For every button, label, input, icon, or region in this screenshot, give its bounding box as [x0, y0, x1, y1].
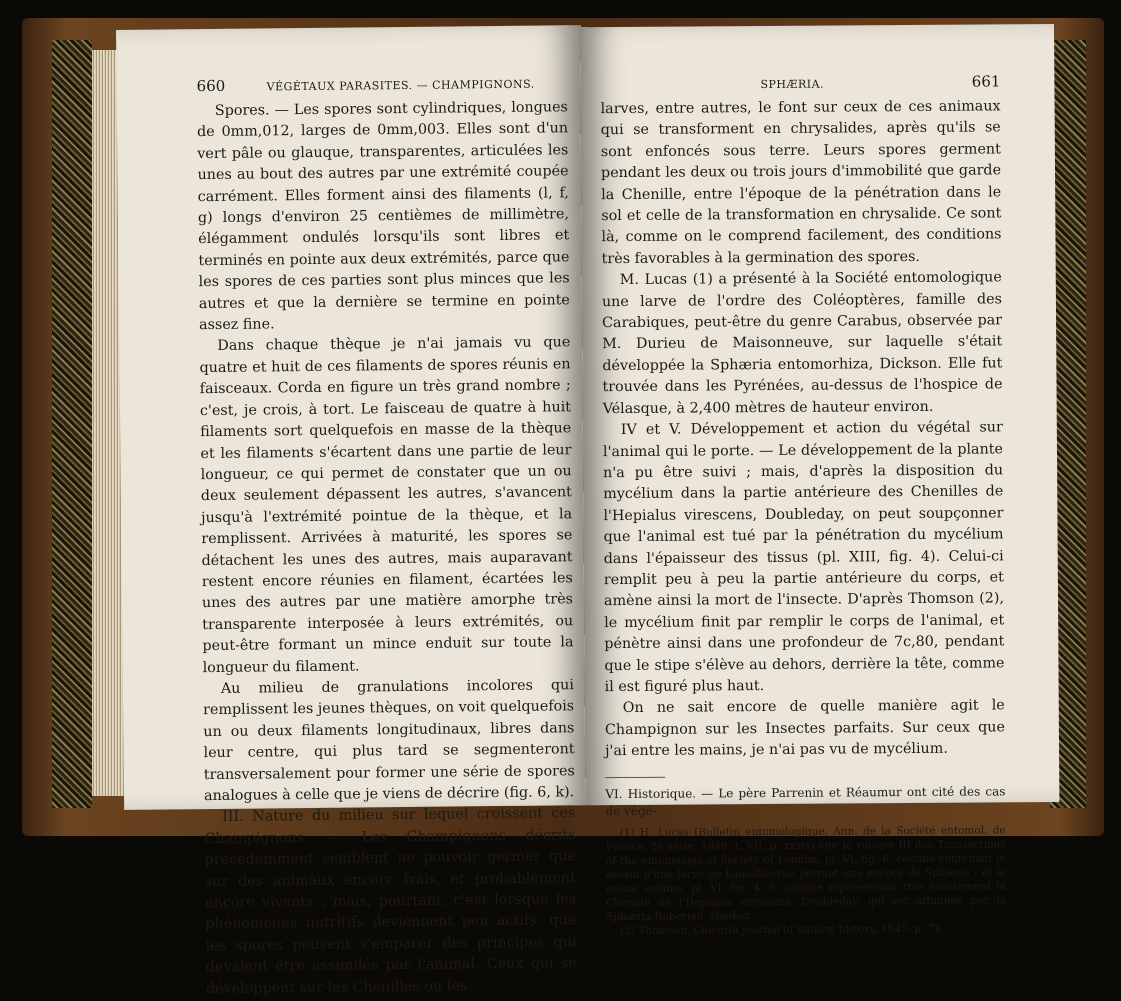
footnotes — [606, 823, 1007, 938]
paragraph: Spores. — Les spores sont cylindriques, longues de 0mm,012, larges de 0mm,003. Elles sont d'un vert pâle ou glauque, transparentes, articulées les unes au bout des autres par une extrémité coupée carrément. Elles forment ainsi des filaments (l, f, g) longs d'environ 25 centièmes de millimètre, élégamment ondulés lorsqu'ils sont libres et terminés en pointe aux deux extrémités, parce que les spores de ces parties sont plus minces que les autres et que la dernière se termine en pointe assez fine. — [196, 99, 570, 334]
paragraph: Au milieu de granulations incolores qui remplissent les jeunes thèques, on voit quelquefois un ou deux filaments longitudinaux, libres dans leur centre, qui plus tard se segmenteront transversalement pour former une série de spores analogues à celle que je viens de décrire (fig. 6, k). — [203, 677, 575, 805]
paragraph: III. Nature du milieu sur lequel croissent ces Champignons. — Les Champignons décrits précédemment semblent ne pouvoir germer que sur des animaux encore frais, et probablement encore vivants ; mais, pourtant, c'est lorsque les phénomènes nutritifs deviennent peu actifs, que les spores peuvent s'emparer des principes qui devaient être assimilés par l'animal. Ceux qui se développent sur les Chenilles ou les — [204, 805, 577, 997]
running-header: SPHÆRIA. — [760, 77, 825, 92]
section-vi: VI. Historique. — Le père Parrenin et Réaumur ont cité des cas de végé- — [605, 783, 1006, 818]
paragraph: IV et V. Développement et action du végétal sur l'animal qui le porte. — Le développement de la plante n'a pu être suivi ; mais, d'après la disposition du mycélium dans la partie antérieure des Chenilles de l'Hepialus virescens, Doubleday, on peut soupçonner que l'animal est tué par la pénétration du mycélium dans l'épaisseur des tissus (pl. XIII, fig. 4). Celui-ci remplit peu à peu la partie antérieure du corps, et amène ainsi la mort de l'insecte. D'après Thomson (2), le mycélium finit par remplir le corps de l'animal, et pénètre ainsi dans une profondeur de 7c,80, pendant que le stipe s'élève au dehors, derrière la tête, comme il est figuré plus haut. — [602, 419, 1005, 696]
marbled-endpaper-left — [52, 40, 92, 808]
divider — [605, 776, 665, 777]
footnote: (2) Thomson, Calcutta journal of natural history, 1845, p. 71. — [620, 922, 945, 937]
left-page — [116, 25, 589, 997]
right-page — [580, 24, 1059, 937]
paragraph: On ne sait encore de quelle manière agit le Champignon sur les Insectes parfaits. Sur ceux que j'ai entre les mains, je n'ai pas vu de mycélium. — [604, 697, 1005, 760]
page-number: 661 — [971, 72, 1001, 91]
body-text — [601, 96, 1007, 937]
footnote: (1) H. Lucas (Bulletin entomologique, Ann. de la Société entomol. de France, 2e série, 1849, t. VII, p. xxxix) cite le volume III des Transactions of the entomological Society of London, pl. VI, fig. 6, comme contenant le dessin d'une larve de Lamellicorne portant une espèce de Sphæria ; et le même volume, pl. VI, fig. 4, 5, comme représentant très exactement la Chenille de l'Hepialus virescens, Doubleday, qui est attaquée par la Sphæria Robertsii, Hooker. — [605, 823, 1007, 923]
paragraph: M. Lucas (1) a présenté à la Société entomologique une larve de l'ordre des Coléoptères, famille des Carabiques, peut-être du genre Carabus, observée par M. Durieu de Maisonneuve, sur laquelle s'était développée la Sphæria entomorhiza, Dickson. Elle fut trouvée dans les Pyrénées, au-dessus de l'hospice de Vélasque, à 2,400 mètres de hauteur environ. — [601, 269, 1003, 417]
paragraph: larves, entre autres, le font sur ceux de ces animaux qui se transforment en chrysalides, après qu'ils se sont enfoncés sous terre. Leurs spores germent pendant les deux ou trois jours d'immobilité que garde la Chenille, entre l'époque de la pénétration dans le sol et celle de la transformation en chrysalide. Ce sont là, comme on le comprend facilement, des conditions très favorables à la germination des spores. — [600, 98, 1002, 268]
body-text — [197, 97, 577, 1000]
running-header: VÉGÉTAUX PARASITES. — CHAMPIGNONS. — [266, 77, 535, 94]
page-number: 660 — [196, 76, 226, 96]
paragraph: Dans chaque thèque je n'ai jamais vu que quatre et huit de ces filaments de spores réunis en faisceaux. Corda en figure un très grand nombre ; c'est, je crois, à tort. Le faisceau de quatre à huit filaments sort quelquefois en masse de la thèque et les filaments s'écartent dans une partie de leur longueur, ce qui permet de constater que un ou deux seulement dépassent les autres, s'avancent jusqu'à l'extrémité pointue de la thèque, et la remplissent. Arrivées à maturité, les spores se détachent les unes des autres, mais auparavant restent encore réunies en filament, écartées les unes des autres par une matière amorphe très transparente interposée à leurs extrémités, ou peut-être formant un mince enduit sur toute la longueur du filament. — [199, 334, 574, 676]
